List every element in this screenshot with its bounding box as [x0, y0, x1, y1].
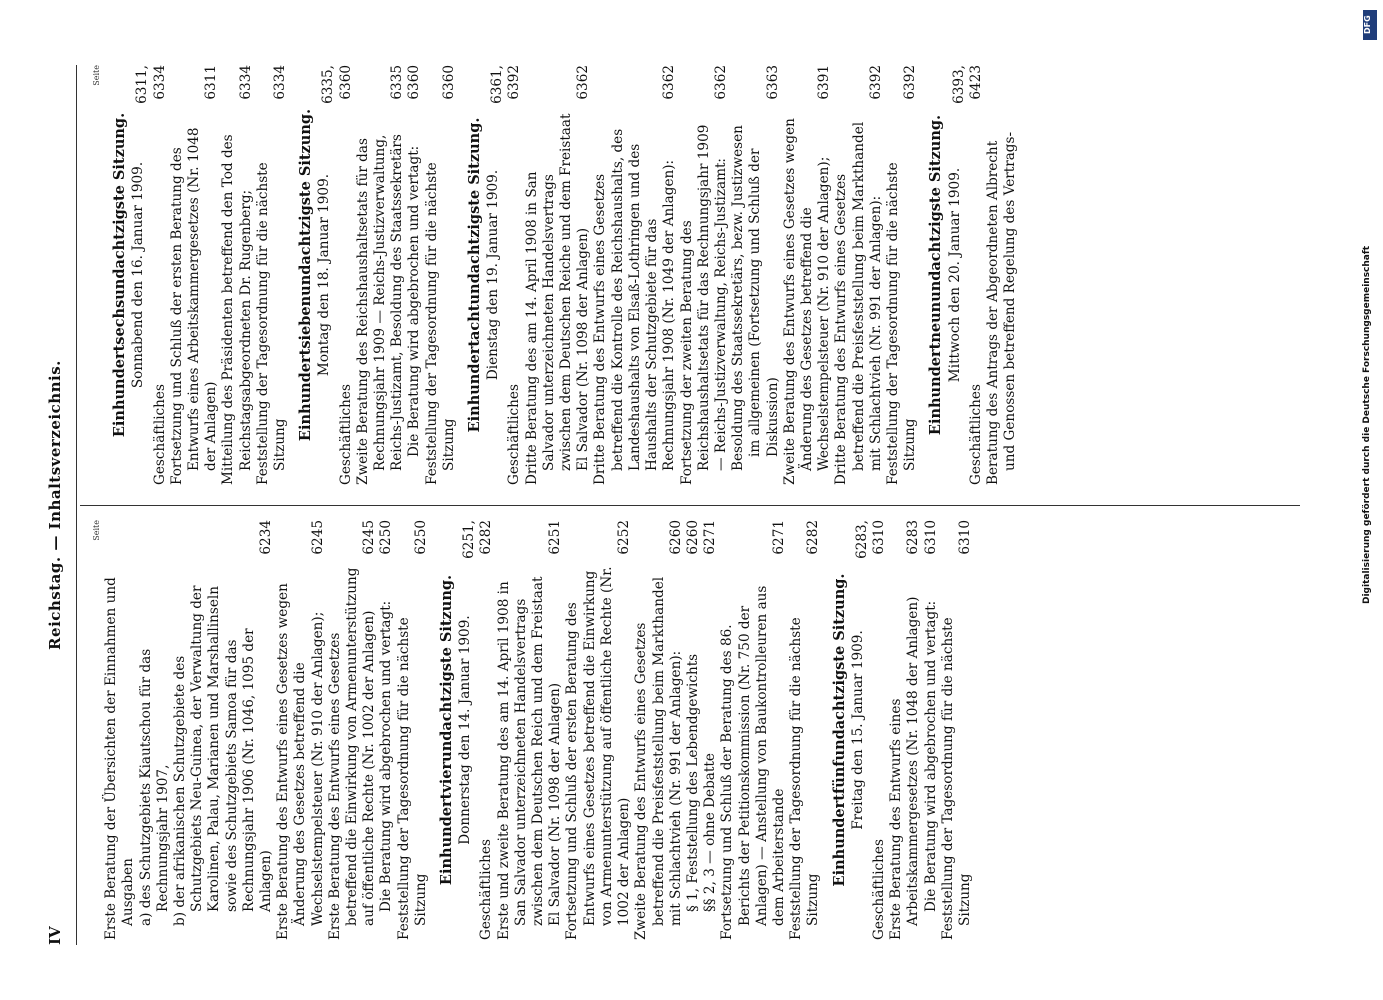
entry-text: Zweite Beratung des Entwurfs eines Gesetzes betreffend die Preisfeststellung beim Markthandel mit Schlachtvieh (Nr. 991 der Anlagen): — [633, 576, 684, 940]
entry-text: Mitteilung des Präsidenten betreffend den Tod des Reichstagsabgeordneten Dr. Rugenberg; — [220, 134, 254, 485]
toc-entry — [138, 520, 172, 940]
entry-text: Geschäftliches — [151, 384, 168, 485]
entry-page: 6250 — [378, 520, 395, 555]
session-date: Freitag den 15. Januar 1909. — [849, 630, 866, 830]
toc-entry — [730, 65, 782, 485]
toc-entry — [923, 520, 940, 940]
left-entries-a — [103, 520, 430, 940]
entry-page: 6311 — [203, 65, 220, 100]
toc-entry — [524, 65, 593, 485]
entry-page: 6245 — [361, 520, 378, 555]
entry-page: 6360 — [406, 65, 423, 100]
toc-entry — [719, 520, 788, 940]
session-heading: Einhundertneunundachtzigste Sitzung. — [927, 114, 945, 436]
entry-text: Fortsetzung der zweiten Beratung des Reichshaushaltsetats für das Rechnungsjahr 1909 — Reichs-Justizverwaltung, Reichs-Justizamt: — [678, 124, 729, 485]
entry-text: b) der afrikanischen Schutzgebiete des Schutzgebiets Neu-Guinea, der Verwaltung der Karolinen, Palau, Marianen und Marshallinseln sowie des Schutzgebiets Samoa für das Rechnungsjahr 1906 (Nr. 1046, 1095 der Anlagen) — [172, 585, 275, 926]
entry-text: Die Beratung wird abgebrochen und vertagt: — [378, 600, 395, 912]
toc-entry — [679, 65, 731, 485]
entry-page: 6363 — [764, 65, 781, 100]
running-header — [46, 65, 72, 945]
entry-text: Besoldung des Staatssekretärs, bezw. Justizwesen im allgemeinen (Fortsetzung und Schluß der Diskussion) — [730, 125, 781, 471]
entry-text: Fortsetzung und Schluß der Beratung des 86. Berichts der Petitionskommission (Nr. 750 der Anlagen) — Anstellung von Baukontrolleuren aus dem Arbeiterstande — [719, 585, 787, 940]
entry-page: 6362 — [661, 65, 678, 100]
entry-page: 6335, 6360 — [320, 65, 354, 104]
session-heading: Einhundertsiebenundachtzigste Sitzung. — [297, 108, 315, 442]
toc-entry — [378, 520, 395, 940]
entry-page: 6251 — [547, 520, 564, 555]
entry-text: Erste Beratung des Entwurfs eines Arbeitskammergesetzes (Nr. 1048 der Anlagen) — [888, 596, 922, 940]
session-date: Sonnabend den 16. Januar 1909. — [130, 161, 147, 389]
entry-text: § 1, Feststellung des Lebendgewichts — [684, 653, 701, 912]
entry-page: 6392 — [867, 65, 884, 100]
entry-text: Feststellung der Tagesordnung für die nächste Sitzung — [254, 162, 289, 485]
toc-entry — [169, 65, 221, 485]
toc-entry — [564, 520, 633, 940]
entry-text: a) des Schutzgebiets Kiautschou für das Rechnungsjahr 1907, — [137, 648, 171, 926]
entry-page: 6260 — [684, 520, 701, 555]
toc-entry — [327, 520, 379, 940]
entry-text: Geschäftliches — [337, 384, 354, 485]
toc-entry — [275, 520, 327, 940]
entry-page: 6250 — [412, 520, 429, 555]
toc-entry — [255, 65, 289, 485]
entry-text: Fortsetzung und Schluß der ersten Beratung des Entwurfs eines Gesetzes betreffend die Einwirkung von Armenunterstützung auf öffentliche Rechte (Nr. 1002 der Anlagen) — [564, 566, 633, 940]
entry-text: Zweite Beratung des Entwurfs eines Gesetzes wegen Änderung des Gesetzes betreffend die Wechselstempelsteuer (Nr. 910 der Anlagen); — [781, 118, 833, 485]
toc-entry — [788, 520, 822, 940]
page-number: IV — [46, 926, 64, 945]
entry-page: 6271 — [770, 520, 787, 555]
toc-entry — [103, 520, 137, 940]
entry-page: 6393, 6423 — [950, 65, 984, 104]
entry-page: 6283 — [905, 520, 922, 555]
entry-text: Beratung des Antrags der Abgeordneten Albrecht und Genossen betreffend Regelung des Vertrags- — [984, 131, 1019, 485]
entry-text: Erste und zweite Beratung des am 14. April 1908 in San Salvador unterzeichneten Handelsvertrags zwischen dem Deutschen Reich und dem Freistaat El Salvador (Nr. 1098 der Anlagen) — [495, 576, 564, 940]
entry-page: 6361, 6392 — [489, 65, 523, 104]
entry-page: 6260 — [667, 520, 684, 555]
toc-entry — [940, 520, 974, 940]
toc-entry — [406, 65, 423, 485]
toc-entry — [592, 65, 678, 485]
session-heading: Einhundertfünfundachtzigste Sitzung. — [830, 573, 848, 887]
session-heading: Einhundertsechsundachtzigste Sitzung. — [111, 112, 129, 438]
entry-page: 6251, 6282 — [461, 520, 495, 559]
entry-text: Erste Beratung der Übersichten der Einnahmen und Ausgaben — [103, 577, 137, 940]
seite-label: Seite — [92, 65, 101, 86]
toc-entry — [833, 65, 885, 485]
toc-entry — [220, 65, 254, 485]
entry-page: 6310 — [956, 520, 973, 555]
session-date: Dienstag den 19. Januar 1909. — [485, 169, 502, 381]
toc-entry — [424, 65, 458, 485]
entry-page: 6334 — [237, 65, 254, 100]
entry-page: 6392 — [902, 65, 919, 100]
entry-text: Die Beratung wird abgebrochen und vertagt: — [922, 600, 939, 912]
entry-text: Feststellung der Tagesordnung für die nächste Sitzung — [423, 162, 457, 485]
entry-page: 6252 — [616, 520, 633, 555]
toc-entry — [685, 520, 702, 940]
entry-page: 6362 — [575, 65, 592, 100]
digitization-credit: Digitalisierung gefördert durch die Deutsche Forschungsgemeinschaft — [1362, 245, 1372, 604]
entry-page: 6311, 6334 — [134, 65, 168, 104]
entry-text: Erste Beratung des Entwurfs eines Gesetzes wegen Änderung des Gesetzes betreffend die Wechselstempelsteuer (Nr. 910 der Anlagen); — [275, 583, 326, 940]
toc-entry — [396, 520, 430, 940]
entry-text: Die Beratung wird abgebrochen und vertagt: — [406, 145, 423, 457]
entry-page: 6245 — [309, 520, 326, 555]
entry-text: Geschäftliches — [506, 384, 523, 485]
running-title: Reichstag. — Inhaltsverzeichnis. — [46, 360, 64, 650]
entry-text: §§ 2, 3 — ohne Debatte — [702, 753, 719, 912]
entry-page: 6234 — [258, 520, 275, 555]
session-date: Mittwoch den 20. Januar 1909. — [946, 167, 963, 383]
entry-text: Feststellung der Tagesordnung für die nächste Sitzung — [939, 617, 973, 940]
entry-page: 6334 — [272, 65, 289, 100]
dfg-logo: DFG — [1363, 10, 1377, 40]
seite-label: Seite — [92, 520, 101, 541]
toc-entry — [985, 65, 1019, 485]
session-heading: Einhundertachtundachtzigste Sitzung. — [466, 117, 484, 433]
toc-entry — [885, 65, 919, 485]
entry-page: 6391 — [816, 65, 833, 100]
toc-entry — [496, 520, 565, 940]
entry-text: Feststellung der Tagesordnung für die nächste Sitzung — [884, 162, 919, 485]
entry-page: 6310 — [922, 520, 939, 555]
session-heading: Einhundertvierundachtzigste Sitzung. — [438, 574, 456, 886]
entry-text: Fortsetzung und Schluß der ersten Beratung des Entwurfs eines Arbeitskammergesetzes (Nr. 1048 der Anlagen) — [168, 127, 220, 485]
entry-page: 6360 — [440, 65, 457, 100]
entry-text: Zweite Beratung des Reichshaushaltsetats für das Rechnungsjahr 1909 — Reichs-Justizverwaltung, Reichs-Justizamt, Besoldung des Staatssekretärs — [354, 134, 406, 485]
right-column — [88, 65, 1308, 485]
entry-text: Geschäftliches — [967, 384, 984, 485]
session-date: Donnerstag den 14. Januar 1909. — [457, 615, 474, 845]
column-divider — [80, 505, 1300, 506]
entry-page: 6283, 6310 — [853, 520, 887, 559]
toc-entry — [702, 520, 719, 940]
entry-text: Geschäftliches — [478, 839, 495, 940]
header-rule — [76, 65, 77, 945]
entry-text: Feststellung der Tagesordnung für die nächste Sitzung — [395, 617, 429, 940]
entry-page: 6362 — [712, 65, 729, 100]
entry-text: Dritte Beratung des Entwurfs eines Gesetzes betreffend die Kontrolle des Reichshaushalts, des Landeshaushalts von Elsaß-Lothringen und des Haushalts der Schutzgebiete für das Rechnungsjahr 1908 (Nr. 1049 der Anlagen): — [592, 128, 678, 485]
entry-text: Erste Beratung des Entwurfs eines Gesetzes betreffend die Einwirkung von Armenunterstützung auf öffentliche Rechte (Nr. 1002 der Anlagen) — [326, 567, 378, 940]
entry-text: Geschäftliches — [870, 839, 887, 940]
entry-page: 6282 — [805, 520, 822, 555]
entry-text: Feststellung der Tagesordnung für die nächste Sitzung — [788, 617, 822, 940]
left-column — [88, 520, 1308, 940]
entry-page: 6335 — [389, 65, 406, 100]
toc-entry — [355, 65, 407, 485]
toc-entry — [782, 65, 834, 485]
session-date: Montag den 18. Januar 1909. — [316, 173, 333, 377]
entry-text: Dritte Beratung des am 14. April 1908 in San Salvador unterzeichneten Handelsvertrags zwischen dem Deutschen Reiche und dem Freistaat El Salvador (Nr. 1098 der Anlagen) — [523, 113, 592, 485]
toc-entry — [633, 520, 685, 940]
entry-page: 6271 — [702, 520, 719, 555]
entry-text: Dritte Beratung des Entwurfs eines Gesetzes betreffend die Preisfeststellung beim Markthandel mit Schlachtvieh (Nr. 991 der Anlagen): — [833, 121, 884, 485]
toc-entry — [172, 520, 275, 940]
toc-entry — [888, 520, 922, 940]
